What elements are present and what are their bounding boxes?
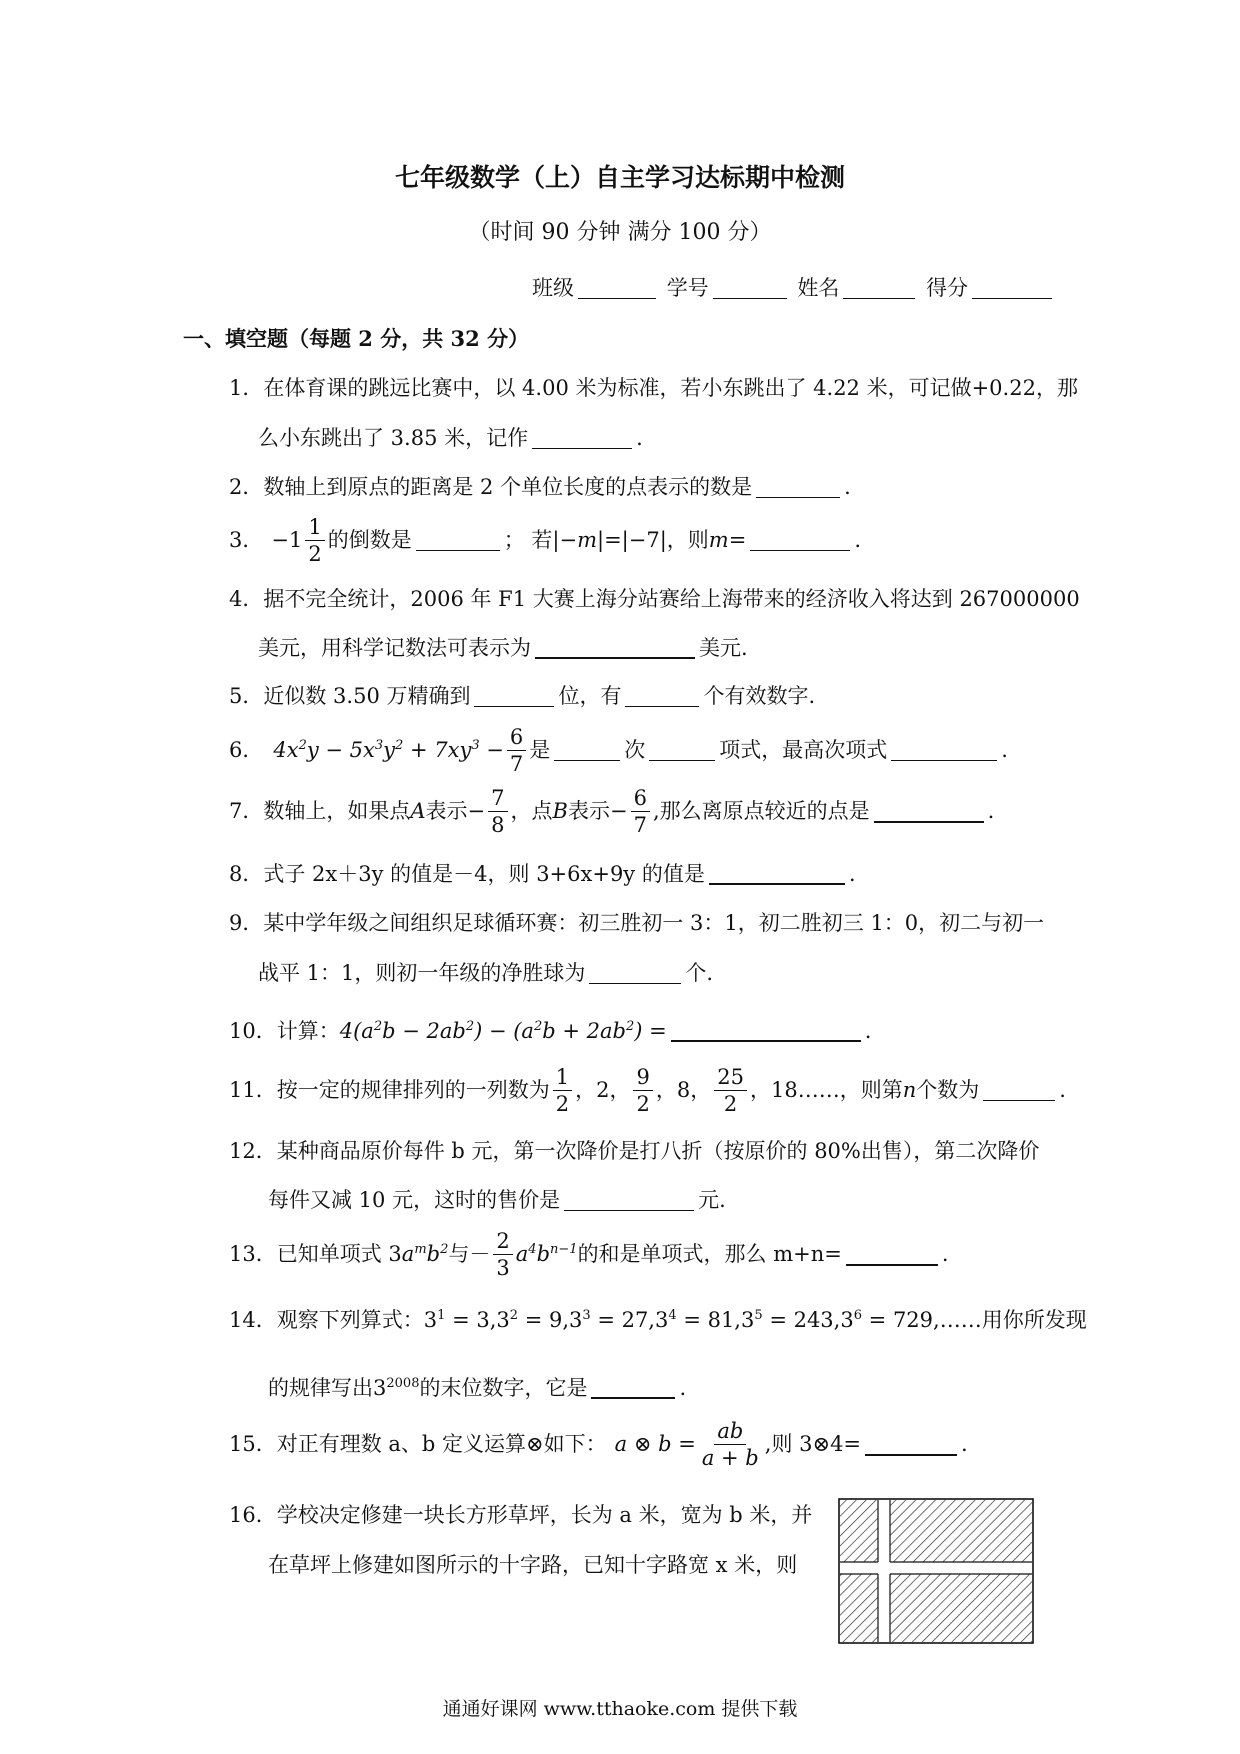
question-text: 美元，用科学记数法可表示为 (258, 636, 531, 660)
punctuation: . (1059, 1078, 1066, 1103)
punctuation: . (844, 475, 851, 499)
fraction-denominator: 3 (496, 1256, 510, 1281)
question-number: 11． (229, 1078, 277, 1103)
fraction-numerator: 6 (507, 726, 526, 751)
answer-blank (756, 477, 840, 498)
answer-blank (649, 740, 715, 761)
question-text: ,那么离原点较近的点是 (652, 799, 870, 824)
question-16-line-1 (229, 1505, 812, 1526)
question-text: 美元. (699, 636, 748, 660)
question-12-line-1 (229, 1141, 1039, 1162)
question-number: 16． (229, 1503, 277, 1527)
math-variable: m (708, 528, 729, 553)
question-text: 式子 2x＋3y 的值是－4，则 3+6x+9y 的值是 (263, 862, 705, 886)
question-16-line-2 (268, 1555, 797, 1576)
punctuation: . (987, 799, 995, 824)
monomial-expression: $a^4b^{n-1}$ (515, 1242, 578, 1267)
monomial-expression: $a^mb^2$ (401, 1242, 449, 1267)
fraction-denominator: 2 (723, 1092, 738, 1117)
question-text: 据不完全统计，2006 年 F1 大赛上海分站赛给上海带来的经济收入将达到 267000000 (263, 587, 1080, 611)
question-1-line-2 (258, 428, 643, 449)
lawn-section-bottom-left (840, 1574, 878, 1642)
question-text: 是 (529, 738, 551, 763)
answer-blank (591, 1377, 675, 1399)
question-text: 位，有 (558, 684, 622, 708)
section-title: 一、填空题（每题 2 分，共 32 分） (183, 326, 530, 351)
class-label: 班级 (532, 276, 574, 300)
question-number: 2． (229, 475, 264, 499)
lawn-section-top-left (840, 1500, 878, 1562)
question-text: |=|−7|，则 (597, 528, 709, 553)
name-label: 姓名 (797, 276, 840, 300)
question-14-line-2 (268, 1377, 686, 1399)
lawn-section-bottom-right (890, 1574, 1032, 1642)
question-text: 对正有理数 a、b 定义运算⊗如下： (276, 1432, 607, 1457)
fraction-numerator: 25 (714, 1066, 747, 1091)
question-text: 按一定的规律排列的一列数为 (276, 1078, 550, 1103)
punctuation: . (679, 1376, 687, 1400)
math-variable: B (552, 799, 568, 824)
answer-blank (983, 1080, 1055, 1101)
punctuation: . (941, 1242, 949, 1267)
question-9-line-1 (229, 913, 1044, 934)
question-number: 9． (229, 911, 264, 935)
name-blank (843, 278, 915, 299)
punctuation: . (854, 528, 861, 553)
question-2 (229, 477, 851, 498)
answer-blank (846, 1244, 938, 1266)
answer-blank (874, 801, 984, 823)
fraction (631, 787, 650, 836)
question-number: 1． (229, 376, 264, 400)
answer-blank (416, 530, 500, 551)
question-number: 10． (229, 1019, 277, 1043)
question-13 (229, 1230, 949, 1279)
fraction (553, 1066, 572, 1115)
fraction-denominator: 7 (509, 752, 524, 777)
question-14-line-1 (229, 1310, 1087, 1331)
fraction-numerator: 6 (631, 787, 650, 812)
fraction (633, 1066, 652, 1115)
answer-blank (750, 530, 850, 551)
question-number: 4． (229, 587, 264, 611)
answer-blank (625, 686, 699, 707)
fraction-denominator: a + b (701, 1446, 759, 1471)
question-text: 表示− (567, 799, 628, 824)
question-text: 每件又减 10 元，这时的售价是 (268, 1188, 561, 1212)
question-text: 某种商品原价每件 b 元，第一次降价是打八折（按原价的 80%出售），第二次降价 (276, 1139, 1040, 1163)
power-expression: $3^{2008}$ (373, 1376, 420, 1400)
answer-blank (671, 1020, 861, 1042)
question-number: 13． (229, 1242, 277, 1267)
class-blank (578, 278, 656, 299)
student-info-row (532, 278, 1056, 299)
math-variable: n (902, 1078, 917, 1103)
fraction (507, 726, 526, 775)
answer-blank (589, 963, 681, 984)
question-text: ，8， (655, 1078, 712, 1103)
question-text: 学校决定修建一块长方形草坪，长为 a 米，宽为 b 米，并 (276, 1503, 813, 1527)
question-text: ； 若|− (503, 528, 578, 553)
fraction-denominator: 2 (308, 542, 322, 567)
question-text: ，2， (575, 1078, 631, 1103)
question-4-line-1 (229, 589, 1080, 610)
exam-subtitle: （时间 90 分钟 满分 100 分） (468, 220, 772, 245)
punctuation: . (961, 1432, 968, 1457)
fraction-numerator: 7 (488, 787, 507, 812)
question-10 (229, 1020, 871, 1042)
question-text: 元. (698, 1188, 726, 1212)
question-number: 8． (229, 862, 264, 886)
fraction-numerator: 9 (633, 1066, 652, 1091)
question-text: ,则 3⊗4= (764, 1432, 862, 1457)
question-text: 数轴上到原点的距离是 2 个单位长度的点表示的数是 (263, 475, 753, 499)
question-number: 3． (229, 528, 264, 553)
math-variable: m (577, 528, 597, 553)
question-6 (229, 726, 1008, 775)
punctuation: . (848, 862, 856, 886)
question-text: 观察下列算式： (276, 1308, 424, 1332)
question-text: 么小东跳出了 3.85 米，记作 (258, 426, 529, 450)
question-text: 在草坪上修建如图所示的十字路，已知十字路宽 x 米，则 (268, 1553, 798, 1577)
fraction (493, 1230, 512, 1279)
question-text: 表示− (425, 799, 486, 824)
question-text: 个有效数字. (703, 684, 816, 708)
answer-blank (564, 1190, 694, 1211)
question-text: ，点 (510, 799, 553, 824)
math-variable: A (410, 799, 426, 824)
fraction-numerator: 1 (305, 516, 324, 541)
question-text: = (728, 528, 747, 553)
question-3 (229, 516, 861, 565)
question-text: 项式，最高次项式 (719, 738, 888, 763)
question-1-line-1 (229, 378, 1078, 399)
question-text: 在体育课的跳远比赛中，以 4.00 米为标准，若小东跳出了 4.22 米，可记做+0.22，那 (263, 376, 1078, 400)
answer-blank (709, 863, 845, 885)
answer-blank (535, 637, 695, 659)
math-expression: $4(a^2b - 2ab^2) - (a^2b + 2ab^2)$ = (339, 1019, 667, 1043)
question-number: 6． (229, 738, 264, 763)
score-label: 得分 (926, 276, 969, 300)
lawn-cross-road-figure (838, 1498, 1034, 1644)
question-number: 15． (229, 1432, 277, 1457)
polynomial-expression: $4x^2y - 5x^3y^2 + 7xy^3$ − (273, 738, 504, 763)
fraction-numerator: 1 (553, 1066, 572, 1091)
lawn-section-top-right (890, 1500, 1032, 1562)
question-4-line-2 (258, 637, 748, 659)
fraction (714, 1066, 747, 1115)
fraction-denominator: 2 (636, 1092, 650, 1117)
question-number: 14． (229, 1308, 277, 1332)
question-text: 数轴上，如果点 (263, 799, 411, 824)
answer-blank (865, 1434, 957, 1456)
answer-blank (532, 428, 632, 449)
page-footer: 通通好课网 www.tthaoke.com 提供下载 (442, 1698, 798, 1720)
fraction-denominator: 2 (555, 1092, 570, 1117)
answer-blank (891, 740, 997, 761)
question-text: 计算： (276, 1019, 340, 1043)
punctuation: . (1001, 738, 1008, 763)
question-7 (229, 787, 994, 836)
question-text: 的规律写出 (268, 1376, 373, 1400)
question-12-line-2 (268, 1190, 726, 1211)
question-text: 的末位数字，它是 (419, 1376, 588, 1400)
operation-definition: a ⊗ b = (614, 1432, 696, 1457)
question-text: 个数为 (916, 1078, 980, 1103)
fraction (699, 1420, 762, 1469)
score-blank (972, 278, 1052, 299)
answer-blank (474, 686, 554, 707)
question-text: 已知单项式 3 (276, 1242, 402, 1267)
question-number: 5． (229, 684, 264, 708)
question-text: 战平 1：1，则初一年级的净胜球为 (258, 961, 586, 985)
punctuation: . (864, 1019, 872, 1043)
question-8 (229, 863, 856, 885)
fraction-denominator: 8 (491, 813, 505, 838)
question-11 (229, 1066, 1066, 1115)
power-sequence: $3^1 = 3,3^2 = 9,3^3 = 27,3^4 = 81,3^5 = 243,3^6 = 729$, (423, 1308, 940, 1332)
answer-blank (554, 740, 620, 761)
question-5 (229, 686, 815, 707)
student-id-blank (713, 278, 787, 299)
question-text: 与－ (448, 1242, 491, 1267)
question-number: 12． (229, 1139, 277, 1163)
question-15 (229, 1420, 968, 1469)
question-text: 次 (624, 738, 646, 763)
question-text: 近似数 3.50 万精确到 (263, 684, 471, 708)
fraction-denominator: 7 (633, 813, 647, 838)
fraction (488, 787, 507, 836)
question-text: ，18……，则第 (749, 1078, 903, 1103)
question-number: 7． (229, 799, 264, 824)
question-text: 的和是单项式，那么 m+n= (577, 1242, 842, 1267)
student-id-label: 学号 (666, 276, 709, 300)
fraction-numerator: ab (714, 1420, 746, 1445)
math-text: −1 (271, 528, 303, 553)
fraction-numerator: 2 (493, 1230, 512, 1255)
question-text: ……用你所发现 (939, 1308, 1087, 1332)
question-text: 个. (685, 961, 714, 985)
question-text: 的倒数是 (327, 528, 412, 553)
page-title: 七年级数学（上）自主学习达标期中检测 (394, 163, 845, 192)
question-9-line-2 (258, 963, 713, 984)
question-text: 某中学年级之间组织足球循环赛：初三胜初一 3：1，初二胜初三 1：0，初二与初一 (263, 911, 1045, 935)
punctuation: . (636, 426, 643, 450)
mixed-fraction (305, 516, 324, 565)
